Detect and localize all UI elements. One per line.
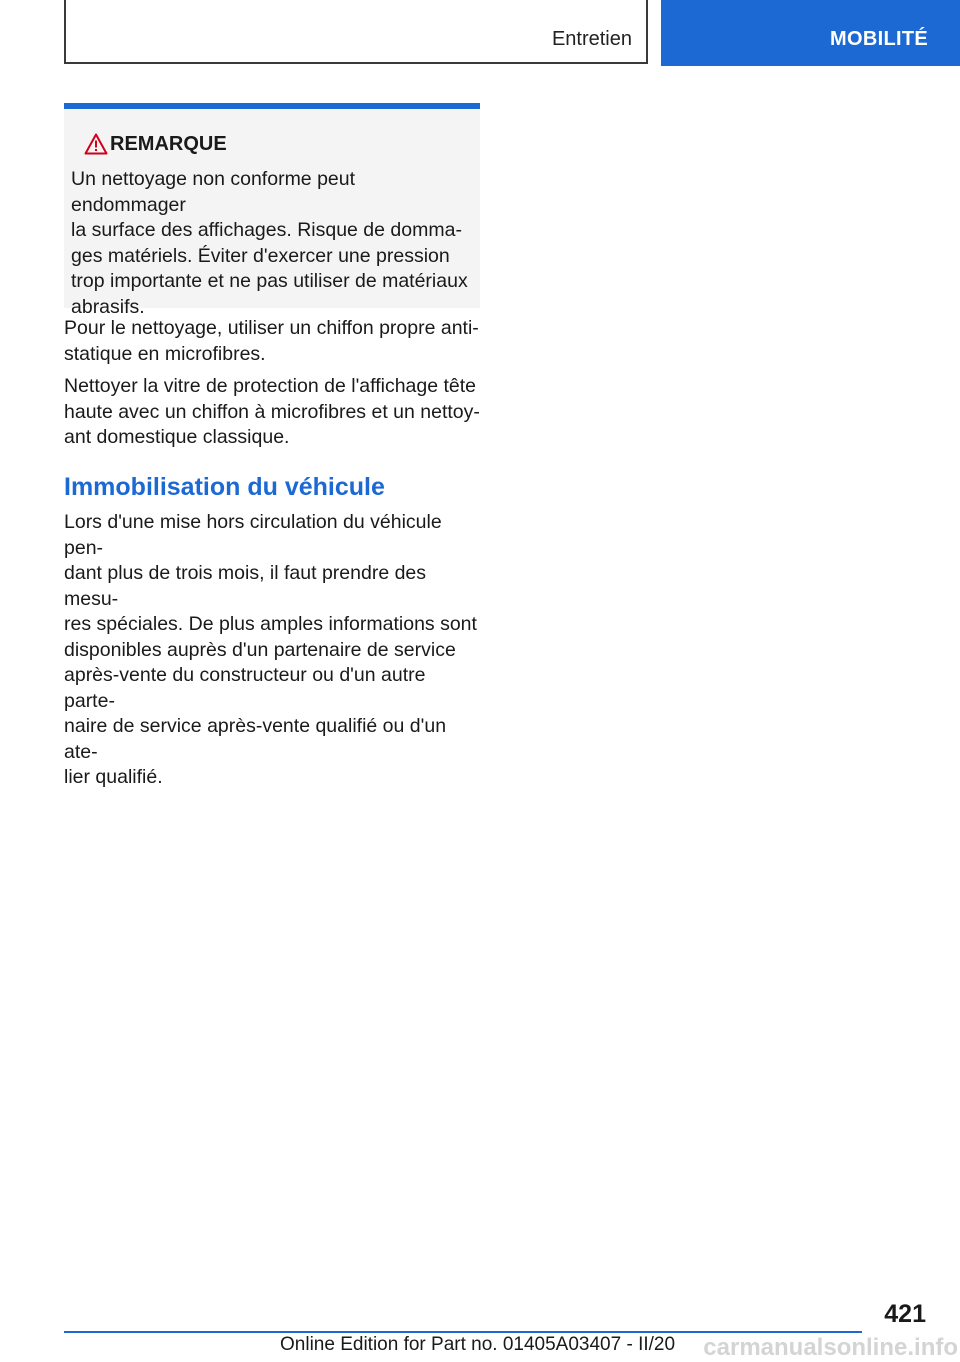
paragraph-immobilisation: [64, 510, 480, 791]
page-number: 421: [884, 1300, 926, 1328]
header-chapter-label: MOBILITÉ: [830, 28, 928, 50]
header-section-label: Entretien: [551, 28, 632, 50]
notice-text: [71, 167, 473, 320]
paragraph-line: ant domestique classique.: [64, 426, 290, 448]
paragraph-line: Lors d'une mise hors circulation du véhicule pen-: [64, 511, 442, 559]
paragraph-line: res spéciales. De plus amples informations sont: [64, 613, 477, 635]
header-section-box: [64, 0, 648, 64]
header-chapter-tab: [661, 0, 960, 66]
paragraph-cleaning-cloth: [64, 316, 480, 367]
footer-edition: Online Edition for Part no. 01405A03407 - II/20: [280, 1334, 676, 1355]
paragraph-line: haute avec un chiffon à microfibres et un nettoy-: [64, 400, 480, 423]
notice-line: Un nettoyage non conforme peut endommager: [71, 168, 356, 216]
notice-line: la surface des affichages. Risque de domma-: [71, 219, 462, 241]
paragraph-line: Pour le nettoyage, utiliser un chiffon propre anti-: [64, 317, 479, 339]
notice-line: trop importante et ne pas utiliser de matériaux: [71, 270, 468, 292]
paragraph-line: dant plus de trois mois, il faut prendre des mesu-: [64, 562, 427, 610]
paragraph-hud-glass: [64, 374, 480, 451]
paragraph-line: disponibles auprès d'un partenaire de service: [64, 638, 456, 661]
notice-title: REMARQUE: [110, 133, 227, 155]
notice-line: ges matériels. Éviter d'exercer une pression: [71, 244, 450, 267]
footer-divider: [64, 1331, 862, 1333]
warning-triangle-icon: [84, 133, 108, 155]
paragraph-line: naire de service après-vente qualifié ou d'un ate-: [64, 715, 447, 763]
notice-line: abrasifs.: [71, 295, 145, 318]
paragraph-line: statique en microfibres.: [64, 342, 266, 365]
notice-box: [64, 103, 480, 318]
watermark: carmanualsonline.info: [703, 1334, 958, 1361]
paragraph-line: Nettoyer la vitre de protection de l'affichage tête: [64, 375, 477, 397]
paragraph-line: après-vente du constructeur ou d'un autre parte-: [64, 664, 426, 712]
section-heading: Immobilisation du véhicule: [64, 473, 385, 501]
paragraph-line: lier qualifié.: [64, 766, 163, 788]
